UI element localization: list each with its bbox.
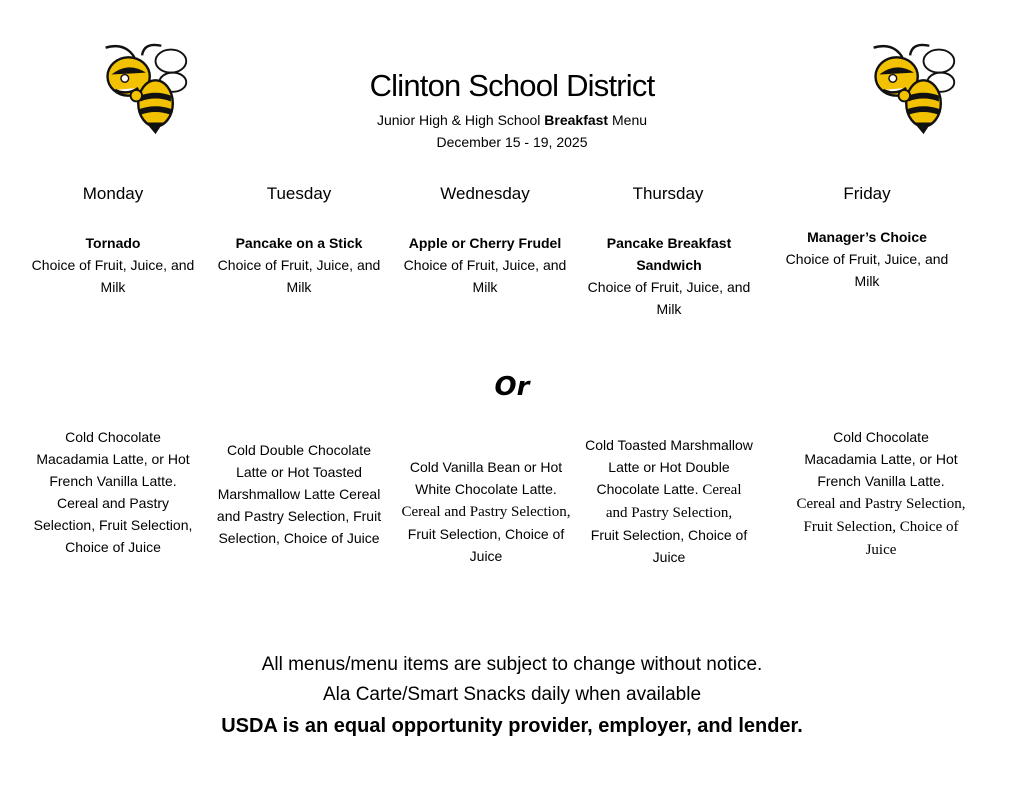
footer-usda: USDA is an equal opportunity provider, employer, and lender. (221, 715, 803, 737)
main-item-detail: Choice of Fruit, Juice, and Milk (403, 257, 567, 295)
alt-item-serif: Cereal and Pastry Selection, (401, 504, 571, 520)
main-item-tuesday (214, 232, 384, 298)
main-item-title: Apple or Cherry Frudel (408, 235, 562, 251)
subtitle-bold: Breakfast (544, 112, 609, 128)
alt-item-text: Cold Toasted Marshmallow Latte or Hot Double Chocolate Latte. (585, 437, 753, 497)
alt-item-text: Cold Chocolate Macadamia Latte, or Hot French Vanilla Latte. (804, 429, 958, 489)
footer-snacks: Ala Carte/Smart Snacks daily when available (322, 684, 702, 705)
alt-item-text: Cold Double Chocolate Latte or Hot Toasted Marshmallow Latte Cereal and Pastry Selection, Fruit Selection, Choice of Juice (216, 442, 382, 546)
alt-item-friday (796, 426, 966, 561)
or-divider: Or (494, 372, 530, 402)
main-item-wednesday (400, 232, 570, 298)
alt-item-wednesday (400, 456, 572, 567)
alt-item-text: Cold Chocolate Macadamia Latte, or Hot French Vanilla Latte. Cereal and Pastry Selection, Fruit Selection, Choice of Juice (33, 429, 193, 555)
alt-item-serif: Cereal and Pastry Selection, Fruit Selection, Choice of Juice (796, 496, 966, 558)
subtitle-suffix: Menu (608, 112, 648, 128)
footer-notice: All menus/menu items are subject to change without notice. (261, 654, 763, 675)
alt-item-serif: Cereal and Pastry Selection, (605, 482, 742, 521)
main-item-detail: Choice of Fruit, Juice, and Milk (31, 257, 195, 295)
main-item-title: Manager’s Choice (807, 229, 927, 245)
alt-item-tail: Fruit Selection, Choice of Juice (590, 527, 748, 565)
main-item-title: Pancake on a Stick (235, 235, 363, 251)
day-header-wednesday: Wednesday (440, 184, 530, 203)
main-item-title: Tornado (85, 235, 141, 251)
day-header-thursday: Thursday (632, 184, 704, 203)
alt-item-text: Cold Vanilla Bean or Hot White Chocolate Latte. (409, 459, 563, 497)
main-item-detail: Choice of Fruit, Juice, and Milk (217, 257, 381, 295)
main-item-friday (772, 226, 962, 292)
main-item-thursday (584, 232, 754, 320)
page-title: Clinton School District (369, 68, 655, 103)
subtitle-prefix: Junior High & High School (376, 112, 545, 128)
alt-item-monday (28, 426, 198, 558)
alt-item-tuesday (214, 439, 384, 549)
main-item-monday (28, 232, 198, 298)
menu-dates: December 15 - 19, 2025 (436, 134, 588, 150)
day-header-friday: Friday (843, 184, 891, 203)
alt-item-thursday (584, 434, 754, 568)
day-header-tuesday: Tuesday (266, 184, 332, 203)
alt-item-tail: Fruit Selection, Choice of Juice (407, 526, 565, 564)
menu-subtitle (0, 112, 1024, 128)
day-header-monday: Monday (82, 184, 144, 203)
main-item-title: Pancake Breakfast Sandwich (606, 235, 732, 273)
main-item-detail: Choice of Fruit, Juice, and Milk (785, 251, 949, 289)
main-item-detail: Choice of Fruit, Juice, and Milk (587, 279, 751, 317)
